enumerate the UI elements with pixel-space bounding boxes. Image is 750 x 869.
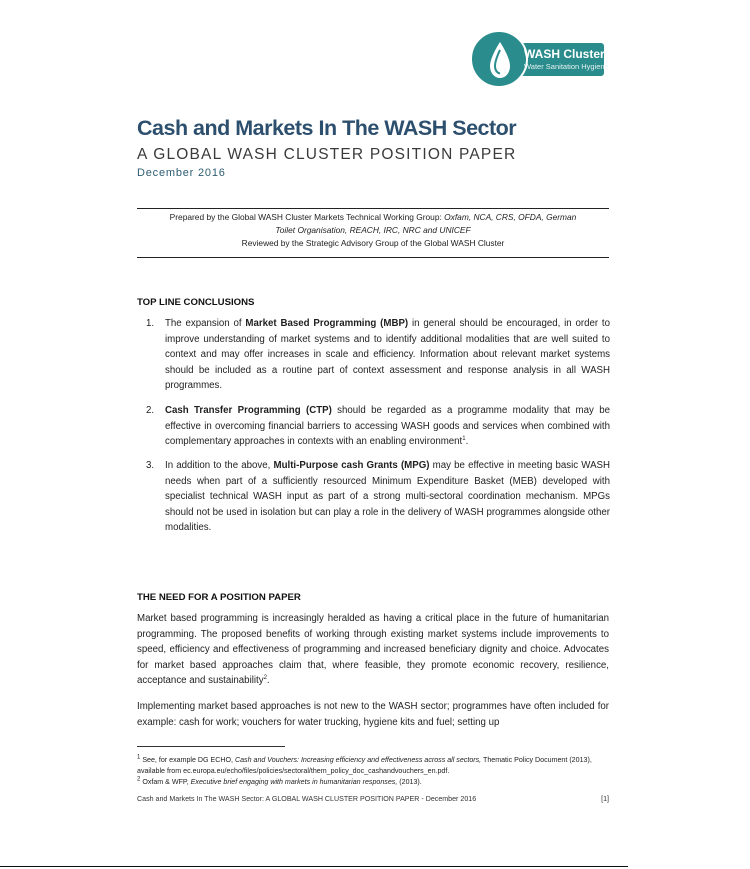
page-footer xyxy=(137,795,609,803)
prepared-line-2 xyxy=(137,224,609,237)
item-number: 1. xyxy=(146,318,155,329)
item-text-bold: Cash Transfer Programming (CTP) xyxy=(165,405,332,416)
document-subtitle: A GLOBAL WASH CLUSTER POSITION PAPER xyxy=(137,146,517,163)
footnote-2-number: 2 xyxy=(137,776,141,783)
footnote-1-pre: See, for example DG ECHO, xyxy=(140,756,235,764)
item-number: 2. xyxy=(146,405,155,416)
reviewed-by-line: Reviewed by the Strategic Advisory Group of the Global WASH Cluster xyxy=(241,238,505,248)
item-text-pre: The expansion of xyxy=(165,318,246,329)
footnote-1-italic: Cash and Vouchers: Increasing efficiency and effectiveness across all sectors, xyxy=(234,756,482,764)
need-paragraph-1 xyxy=(137,611,609,689)
footnote-separator xyxy=(137,746,285,747)
need-paragraph-1-text: Market based programming is increasingly heralded as having a critical place in the future of humanitarian programming. The proposed benefits of working through existing market systems include improvements to speed, efficiency and effectiveness of programming and increased beneficiary dignity and choice. Advocates for market based approaches claim that, where feasible, they promote economic recovery, resilience, acceptance and sustainability xyxy=(137,613,609,686)
item-text-end: . xyxy=(465,436,469,447)
item-text-pre: In addition to the above, xyxy=(165,460,274,471)
footnote-1-post: Thematic Policy Document (2013), available from ec.europa.eu/echo/files/policies/sectoral/them_policy_doc_cashandvouchers_en.pdf. xyxy=(137,756,592,775)
prepared-line-1-italic: Oxfam, NCA, CRS, OFDA, German xyxy=(444,212,577,222)
footnote-1 xyxy=(137,755,609,776)
water-drop-icon xyxy=(487,40,513,80)
page-bottom-edge xyxy=(0,866,628,867)
item-number: 3. xyxy=(146,460,155,471)
item-text-post: may be effective in meeting basic WASH needs when part of a sufficiently resourced Minimum Expenditure Basket (MEB) developed with specialist technical WASH input as part of a strong multi-sectoral coordination mechanism. MPGs should not be used in isolation but can play a role in the delivery of WASH programmes alongside other modalities. xyxy=(165,460,610,533)
footnote-2-italic: Executive brief engaging with markets in humanitarian responses, xyxy=(190,778,398,786)
footer-text: Cash and Markets In The WASH Sector: A GLOBAL WASH CLUSTER POSITION PAPER - December 2016 xyxy=(137,795,477,803)
wash-cluster-logo xyxy=(470,30,609,92)
document-date: December 2016 xyxy=(137,167,226,179)
footnote-1-number: 1 xyxy=(137,754,141,761)
logo-circle xyxy=(470,30,528,88)
logo-title: WASH Cluster xyxy=(524,47,605,61)
prepared-line-2-italic: Toilet Organisation, REACH, IRC, NRC and UNICEF xyxy=(275,225,471,235)
item-text-post: in general should be encouraged, in order to improve understanding of market systems and to identify additional modalities that are well suited to context and may offer increases in scale and efficiency. Information about relevant market systems should be included as a routine part of context assessment and response analysis in all WASH programmes. xyxy=(165,318,610,391)
item-text-bold: Multi-Purpose cash Grants (MPG) xyxy=(273,460,430,471)
item-text xyxy=(165,403,610,450)
page-number: [1] xyxy=(601,795,609,803)
top-line-heading: TOP LINE CONCLUSIONS xyxy=(137,297,255,308)
footnote-2-pre: Oxfam & WFP, xyxy=(140,778,191,786)
conclusion-item-2 xyxy=(146,403,610,451)
footnote-ref: 1 xyxy=(462,435,466,442)
item-text xyxy=(165,458,610,536)
footnote-ref: 2 xyxy=(263,674,267,681)
item-text xyxy=(165,316,610,394)
conclusion-item-1 xyxy=(146,316,610,396)
need-paragraph-1-end: . xyxy=(266,675,270,686)
prepared-line-1 xyxy=(137,211,609,224)
need-heading: THE NEED FOR A POSITION PAPER xyxy=(137,592,301,603)
footnote-2 xyxy=(137,777,609,788)
footnote-2-post: (2013). xyxy=(397,778,422,786)
prepared-by-box xyxy=(137,208,609,258)
prepared-line-1-plain: Prepared by the Global WASH Cluster Markets Technical Working Group: xyxy=(169,212,445,222)
item-text-post: should be regarded as a programme modality that may be effective in overcoming financial barriers to accessing WASH goods and services when combined with complementary approaches in contexts with an enabling environment xyxy=(165,405,610,447)
need-paragraph-2: Implementing market based approaches is not new to the WASH sector; programmes have often included for example: cash for work; vouchers for water trucking, hygiene kits and fuel; setting up xyxy=(137,701,609,728)
document-title: Cash and Markets In The WASH Sector xyxy=(137,116,517,140)
logo-subtitle: Water Sanitation Hygiene xyxy=(524,62,609,71)
item-text-bold: Market Based Programming (MBP) xyxy=(245,318,409,329)
conclusion-item-3 xyxy=(146,458,610,538)
